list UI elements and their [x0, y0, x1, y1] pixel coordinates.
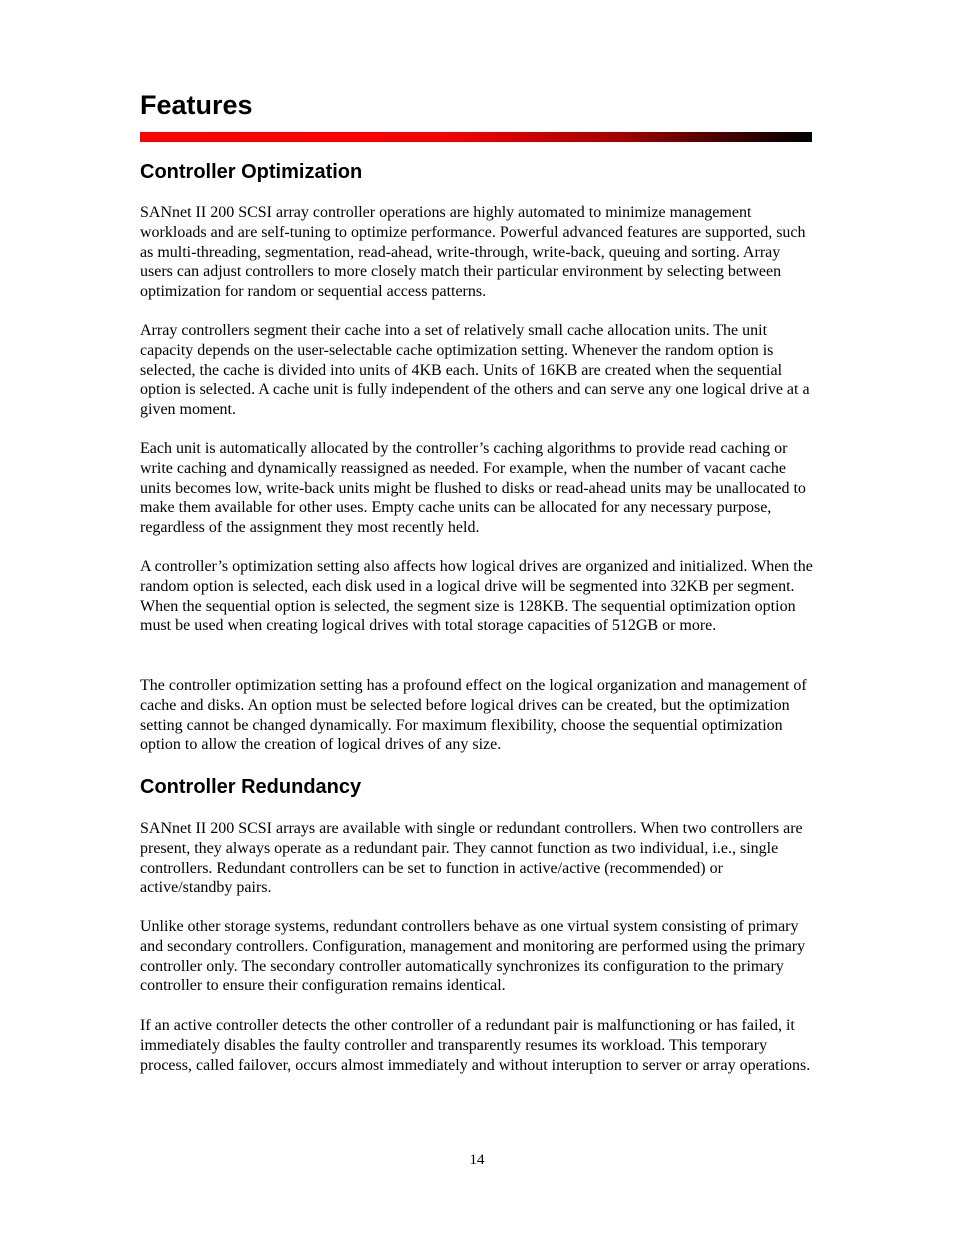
title-divider-rule — [140, 132, 812, 142]
page-number: 14 — [469, 1152, 485, 1168]
paragraph: Unlike other storage systems, redundant controllers behave as one virtual system consisting of primary and secondary controllers. Configuration, management and monitoring are performed using the primary controller only. The secondary controller automatically synchronizes its configuration to the primary controller to ensure their configuration remains identical. — [140, 918, 806, 995]
section-heading-controller-optimization: Controller Optimization — [140, 161, 363, 183]
section-heading-controller-redundancy: Controller Redundancy — [140, 776, 362, 798]
paragraph: If an active controller detects the other controller of a redundant pair is malfunctioning or has failed, it immediately disables the faulty controller and transparently resumes its workload. This temporary process, called failover, occurs almost immediately and without interuption to server or array operations. — [140, 1017, 811, 1074]
paragraph: Each unit is automatically allocated by the controller’s caching algorithms to provide read caching or write caching and dynamically reassigned as needed. For example, when the number of vacant cache units becomes low, write-back units might be flushed to disks or read-ahead units may be unallocated to make them available for other uses. Empty cache units can be allocated for any necessary purpose, regardless of the assignment they most recently held. — [140, 440, 806, 537]
paragraph: SANnet II 200 SCSI array controller operations are highly automated to minimize management workloads and are self-tuning to optimize performance. Powerful advanced features are supported, such as multi-threading, segmentation, read-ahead, write-through, write-back, queuing and sorting. Array users can adjust controllers to more closely match their particular environment by selecting between optimization for random or sequential access patterns. — [140, 204, 806, 301]
paragraph: Array controllers segment their cache into a set of relatively small cache allocation units. The unit capacity depends on the user-selectable cache optimization setting. Whenever the random option is selected, the cache is divided into units of 4KB each. Units of 16KB are created when the sequential option is selected. A cache unit is fully independent of the others and can serve any one logical drive at a given moment. — [140, 322, 810, 419]
paragraph: SANnet II 200 SCSI arrays are available with single or redundant controllers. When two controllers are present, they always operate as a redundant pair. They cannot function as two individual, i.e., single controllers. Redundant controllers can be set to function in active/active (recommended) or active/standby pairs. — [140, 820, 803, 897]
paragraph: The controller optimization setting has a profound effect on the logical organization and management of cache and disks. An option must be selected before logical drives can be created, but the optimization setting cannot be changed dynamically. For maximum flexibility, choose the sequential optimization option to allow the creation of logical drives of any size. — [140, 677, 807, 754]
paragraph: A controller’s optimization setting also affects how logical drives are organized and initialized. When the random option is selected, each disk used in a logical drive will be segmented into 32KB per segment. When the sequential option is selected, the segment size is 128KB. The sequential optimization option must be used when creating logical drives with total storage capacities of 512GB or more. — [140, 558, 813, 635]
page-title: Features — [140, 90, 253, 120]
